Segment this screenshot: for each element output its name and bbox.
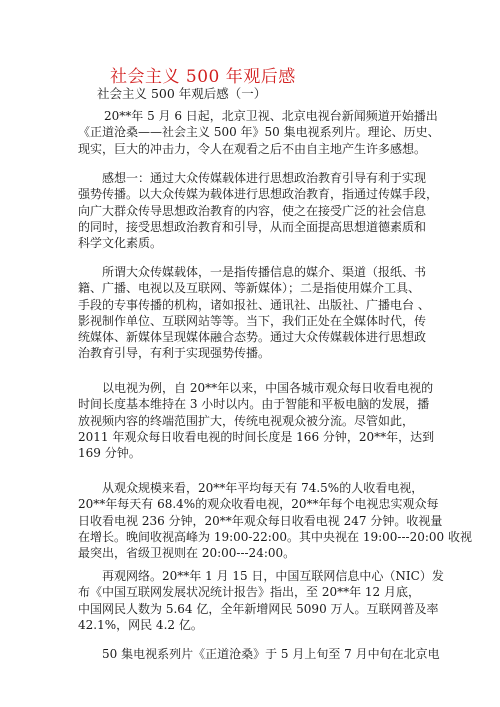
- text-line: 布《中国互联网发展状况统计报告》指出，至 20**年 12 月底，: [78, 585, 420, 600]
- text-line: 日收看电视 236 分钟，20**年观众每日收看电视 247 分钟。收视量: [78, 513, 443, 528]
- text-line: 最突出，省级卫视则在 20:00---24:00。: [78, 546, 296, 561]
- paragraph-series-broadcast: [78, 646, 440, 662]
- paragraph-mass-media: [78, 264, 428, 362]
- text-line: 统媒体、新媒体呈现媒体融合态势。通过大众传媒载体进行思想政: [78, 330, 427, 345]
- document-subtitle: 社会主义 500 年观后感（一）: [97, 86, 267, 101]
- text-line: 50 集电视系列片《正道沧桑》于 5 月上旬至 7 月中旬在北京电: [102, 647, 440, 661]
- text-line: 现实，巨大的冲击力，令人在观看之后不由自主地产生许多感想。: [78, 141, 427, 156]
- paragraph-thought-one: [78, 170, 439, 251]
- text-line: 影视制作单位、互联网站等等。当下，我们正处在全媒体时代，传: [78, 313, 427, 328]
- text-line: 中国网民人数为 5.64 亿，全年新增网民 5090 万人。互联网普及率: [78, 601, 439, 616]
- text-line: 手段的专事传播的机构，诸如报社、通讯社、出版社、广播电台 、: [78, 297, 430, 312]
- text-line: 2011 年观众每日收看电视的时间长度是 166 分钟，20**年，达到: [78, 429, 435, 444]
- text-line: 放视频内容的终端范围扩大，传统电视观众被分流。尽管如此，: [78, 413, 415, 428]
- text-line: 治教育引导，有利于实现强势传播。: [78, 346, 271, 361]
- text-line: 籍、广播、电视以及互联网、等新媒体）；二是指使用媒介工具、: [78, 281, 421, 296]
- text-line: 从观众规模来看，20**年平均每天有 74.5%的人收看电视，: [102, 481, 424, 495]
- text-line: 在增长。晚间收视高峰为 19:00-22:00。其中央视在 19:00---20:00 收视: [78, 529, 472, 544]
- text-line: 20**年每天有 68.4%的观众收看电视，20**年每个电视忠实观众每: [78, 497, 439, 512]
- text-line: 42.1%，网民 4.2 亿。: [78, 617, 203, 632]
- document-title: 社会主义 500 年观后感: [110, 67, 296, 87]
- text-line: 的同时，接受思想政治教育和引导，从而全面提高思想道德素质和: [78, 219, 427, 234]
- text-line: 再观网络。20**年 1 月 15 日，中国互联网信息中心（NIC）发: [102, 569, 444, 583]
- paragraph-audience: [78, 480, 472, 561]
- text-line: 20**年 5 月 6 日起，北京卫视、北京电视台新闻频道开始播出: [104, 109, 438, 123]
- text-line: 以电视为例，自 20**年以来，中国各城市观众每日收看电视的: [102, 381, 434, 395]
- paragraph-intro: [78, 108, 440, 157]
- text-line: 所谓大众传媒载体，一是指传播信息的媒介、渠道（报纸、书: [102, 265, 427, 279]
- text-line: 时间长度基本维持在 3 小时以内。由于智能和平板电脑的发展，播: [78, 397, 430, 412]
- text-line: 科学文化素质。: [78, 236, 163, 251]
- paragraph-tv: [78, 380, 435, 461]
- text-line: 向广大群众传导思想政治教育的内容，使之在接受广泛的社会信息: [78, 203, 427, 218]
- text-line: 感想一：通过大众传媒载体进行思想政治教育引导有利于实现: [102, 171, 427, 185]
- paragraph-internet: [78, 568, 444, 633]
- text-line: 169 分钟。: [78, 446, 141, 461]
- text-line: 《正道沧桑——社会主义 500 年》50 集电视系列片。理论、历史、: [78, 125, 440, 140]
- text-line: 强势传播。以大众传媒为载体进行思想政治教育，指通过传媒手段，: [78, 187, 439, 202]
